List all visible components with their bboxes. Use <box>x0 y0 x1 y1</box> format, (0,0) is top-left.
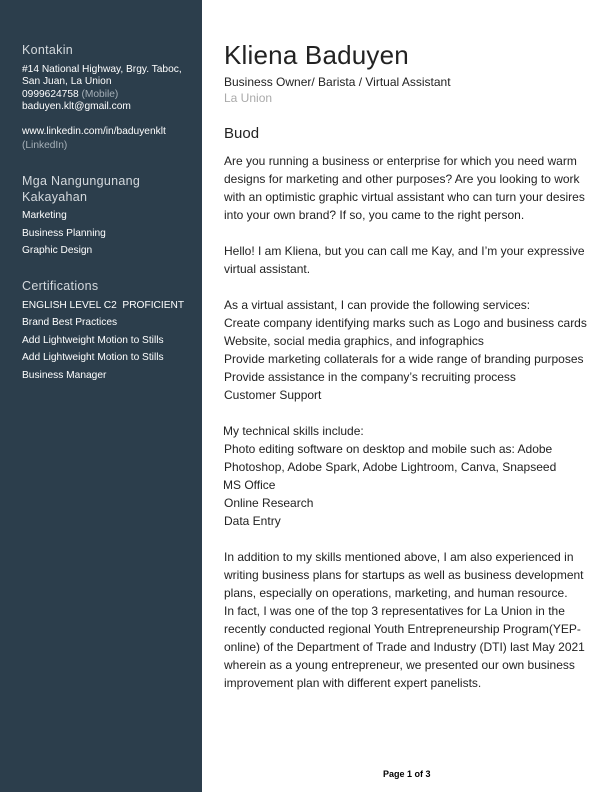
skills-heading-line-1: Mga Nangungunang <box>22 174 141 188</box>
summary-line: In addition to my skills mentioned above, I am also experienced in <box>224 550 574 564</box>
certification-item: Business Manager <box>22 370 107 381</box>
linkedin-label: (LinkedIn) <box>22 140 68 151</box>
summary-line: Provide marketing collaterals for a wide range of branding purposes <box>224 352 584 366</box>
summary-line: Online Research <box>224 496 314 510</box>
phone-label: (Mobile) <box>81 89 119 100</box>
candidate-name: Kliena Baduyen <box>224 40 409 70</box>
summary-line: designs for marketing and other purposes? Are you looking to work <box>224 172 580 186</box>
summary-line: Customer Support <box>224 388 322 402</box>
skills-heading-line-2: Kakayahan <box>22 190 88 204</box>
summary-line: with an optimistic graphic virtual assistant who can turn your desires <box>224 190 585 204</box>
page-number: Page 1 of 3 <box>383 769 431 779</box>
address-line-1: #14 National Highway, Brgy. Taboc, <box>22 64 182 75</box>
phone-number: 0999624758 <box>22 89 79 100</box>
summary-line: improvement plan with different expert panelists. <box>224 676 482 690</box>
certification-item: Brand Best Practices <box>22 317 118 328</box>
summary-line: writing business plans for startups as well as business development <box>224 568 584 582</box>
summary-line: Create company identifying marks such as Logo and business cards <box>224 316 587 330</box>
linkedin-link[interactable]: www.linkedin.com/in/baduyenklt <box>22 126 166 137</box>
job-title: Business Owner/ Barista / Virtual Assistant <box>224 75 451 89</box>
skill-item: Business Planning <box>22 228 106 239</box>
certifications-heading: Certifications <box>22 279 99 293</box>
location: La Union <box>224 91 273 105</box>
summary-line: Website, social media graphics, and infographics <box>224 334 484 348</box>
summary-line: online) of the Department of Trade and Industry (DTI) last May 2021 <box>224 640 585 654</box>
summary-line: As a virtual assistant, I can provide the following services: <box>224 298 531 312</box>
summary-line: MS Office <box>223 478 276 492</box>
certification-item: Add Lightweight Motion to Stills <box>22 335 164 346</box>
summary-line: Data Entry <box>224 514 281 528</box>
certification-item: ENGLISH LEVEL C2 PROFICIENT <box>22 300 185 311</box>
summary-line: recently conducted regional Youth Entrepreneurship Program(YEP- <box>224 622 581 636</box>
summary-heading: Buod <box>224 125 260 142</box>
skill-item: Marketing <box>22 210 67 221</box>
summary-line: My technical skills include: <box>223 424 364 438</box>
summary-line: Photoshop, Adobe Spark, Adobe Lightroom, Canva, Snapseed <box>224 460 557 474</box>
summary-line: plans, especially on operations, marketing, and human resource. <box>224 586 568 600</box>
summary-line: into your own brand? If so, you came to the right person. <box>224 208 525 222</box>
address-line-2: San Juan, La Union <box>22 76 112 87</box>
skill-item: Graphic Design <box>22 245 93 256</box>
summary-line: In fact, I was one of the top 3 representatives for La Union in the <box>224 604 565 618</box>
phone <box>22 89 118 101</box>
summary-line: virtual assistant. <box>224 262 311 276</box>
summary-line: Hello! I am Kliena, but you can call me Kay, and I’m your expressive <box>224 244 585 258</box>
summary-line: Are you running a business or enterprise for which you need warm <box>224 154 577 168</box>
contact-heading: Kontakin <box>22 43 74 57</box>
email-link[interactable]: baduyen.klt@gmail.com <box>22 101 131 112</box>
summary-line: wherein as a young entrepreneur, we presented our own business <box>224 658 575 672</box>
summary-line: Photo editing software on desktop and mobile such as: Adobe <box>224 442 553 456</box>
summary-line: Provide assistance in the company’s recruiting process <box>224 370 516 384</box>
certification-item: Add Lightweight Motion to Stills <box>22 352 164 363</box>
sidebar <box>0 0 202 792</box>
